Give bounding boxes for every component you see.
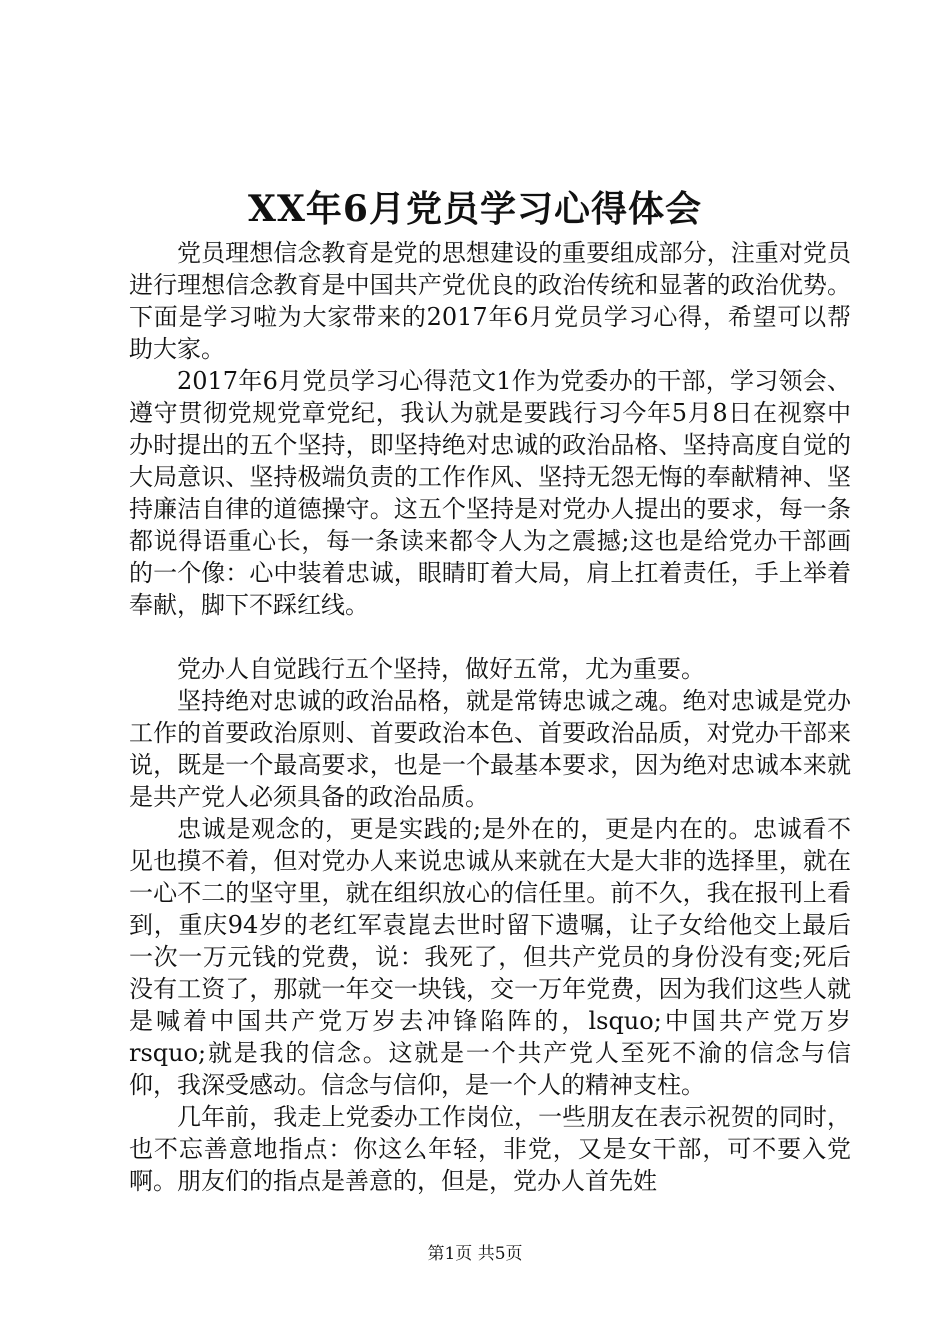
document-body: [129, 237, 851, 1197]
page-footer: 第1页 共5页: [427, 1244, 523, 1264]
document-title: XX年6月党员学习心得体会: [248, 188, 702, 230]
paragraph-loyalty: 坚持绝对忠诚的政治品格，就是常铸忠诚之魂。绝对忠诚是党办工作的首要政治原则、首要政治本色、首要政治品质，对党办干部来说，既是一个最高要求，也是一个最基本要求，因为绝对忠诚本来就是共产党人必须具备的政治品质。: [129, 687, 851, 811]
paragraph-loyalty-practice: 忠诚是观念的，更是实践的;是外在的，更是内在的。忠诚看不见也摸不着，但对党办人来说忠诚从来就在大是大非的选择里，就在一心不二的坚守里，就在组织放心的信任里。前不久，我在报刊上看到，重庆94岁的老红军袁崑去世时留下遗嘱，让子女给他交上最后一次一万元钱的党费，说：我死了，但共产党员的身份没有变;死后没有工资了，那就一年交一块钱，交一万年党费，因为我们这些人就是喊着中国共产党万岁去冲锋陷阵的，lsquo;中国共产党万岁rsquo;就是我的信念。这就是一个共产党人至死不渝的信念与信仰，我深受感动。信念与信仰，是一个人的精神支柱。: [129, 815, 851, 1099]
paragraph-five-insist: 党办人自觉践行五个坚持，做好五常，尤为重要。: [177, 655, 705, 683]
paragraph-intro: 党员理想信念教育是党的思想建设的重要组成部分，注重对党员进行理想信念教育是中国共产党优良的政治传统和显著的政治优势。下面是学习啦为大家带来的2017年6月党员学习心得，希望可以帮助大家。: [129, 239, 851, 363]
paragraph-years-ago: 几年前，我走上党委办工作岗位，一些朋友在表示祝贺的同时，也不忘善意地指点：你这么年轻，非党，又是女干部，可不要入党啊。朋友们的指点是善意的，但是，党办人首先姓: [129, 1103, 851, 1195]
paragraph-sample-1: 2017年6月党员学习心得范文1作为党委办的干部，学习领会、遵守贯彻党规党章党纪，我认为就是要践行习今年5月8日在视察中办时提出的五个坚持，即坚持绝对忠诚的政治品格、坚持高度自觉的大局意识、坚持极端负责的工作作风、坚持无怨无悔的奉献精神、坚持廉洁自律的道德操守。这五个坚持是对党办人提出的要求，每一条都说得语重心长，每一条读来都令人为之震撼;这也是给党办干部画的一个像：心中装着忠诚，眼睛盯着大局，肩上扛着责任，手上举着奉献，脚下不踩红线。: [129, 367, 851, 619]
